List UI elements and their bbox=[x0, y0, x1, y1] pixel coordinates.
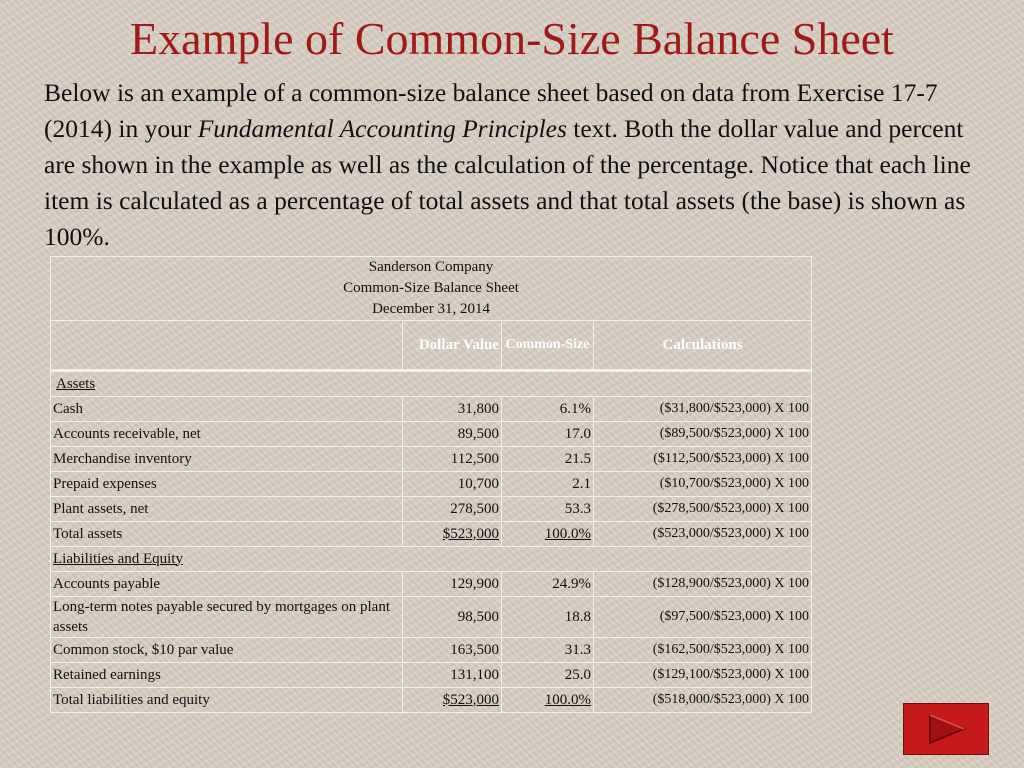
textbook-title: Fundamental Accounting Principles bbox=[197, 114, 567, 143]
common-size-cell: 31.3 bbox=[502, 638, 594, 663]
dollar-value-cell: 163,500 bbox=[403, 638, 502, 663]
table-row bbox=[51, 663, 812, 688]
next-slide-button[interactable] bbox=[903, 703, 989, 755]
liabilities-section-label: Liabilities and Equity bbox=[51, 547, 812, 572]
dollar-value-cell: $523,000 bbox=[403, 522, 502, 547]
line-item-label: Total assets bbox=[51, 522, 403, 547]
common-size-cell: 25.0 bbox=[502, 663, 594, 688]
statement-date: December 31, 2014 bbox=[372, 301, 490, 317]
table-row bbox=[51, 572, 812, 597]
common-size-cell: 17.0 bbox=[502, 422, 594, 447]
table-caption-row bbox=[51, 257, 812, 321]
line-item-label: Total liabilities and equity bbox=[51, 688, 403, 713]
table-row bbox=[51, 472, 812, 497]
calculation-cell: ($278,500/$523,000) X 100 bbox=[594, 497, 812, 522]
dollar-value-header: Dollar Value bbox=[403, 321, 502, 371]
company-name: Sanderson Company bbox=[368, 259, 494, 275]
table-row bbox=[51, 638, 812, 663]
intro-paragraph bbox=[44, 75, 984, 255]
assets-section-row bbox=[51, 371, 812, 397]
calculation-cell: ($10,700/$523,000) X 100 bbox=[594, 472, 812, 497]
dollar-value-cell: 89,500 bbox=[403, 422, 502, 447]
calculations-header: Calculations bbox=[594, 321, 812, 371]
intro-text-before: Below is an example of a common-size balance sheet based on data from Exercise 17-7 (2014) in your bbox=[44, 78, 938, 143]
dollar-value-cell: 10,700 bbox=[403, 472, 502, 497]
calculation-cell: ($128,900/$523,000) X 100 bbox=[594, 572, 812, 597]
common-size-cell: 6.1% bbox=[502, 397, 594, 422]
line-item-label: Long-term notes payable secured by mortgages on plant assets bbox=[51, 597, 403, 638]
line-item-label: Prepaid expenses bbox=[51, 472, 403, 497]
table-row bbox=[51, 422, 812, 447]
line-item-label: Cash bbox=[51, 397, 403, 422]
line-item-label: Accounts receivable, net bbox=[51, 422, 403, 447]
slide-title: Example of Common-Size Balance Sheet bbox=[130, 13, 894, 64]
dollar-value-cell: $523,000 bbox=[403, 688, 502, 713]
common-size-cell: 2.1 bbox=[502, 472, 594, 497]
play-arrow-icon bbox=[924, 712, 968, 746]
dollar-value-cell: 129,900 bbox=[403, 572, 502, 597]
assets-section-label: Assets bbox=[51, 371, 812, 397]
table-row bbox=[51, 597, 812, 638]
dollar-value-cell: 278,500 bbox=[403, 497, 502, 522]
line-item-label: Accounts payable bbox=[51, 572, 403, 597]
column-header-row bbox=[51, 321, 812, 371]
common-size-cell: 24.9% bbox=[502, 572, 594, 597]
common-size-header: Common-Size bbox=[502, 321, 594, 371]
table-row bbox=[51, 497, 812, 522]
calculation-cell: ($523,000/$523,000) X 100 bbox=[594, 522, 812, 547]
table-row bbox=[51, 447, 812, 472]
liabilities-section-row bbox=[51, 547, 812, 572]
intro-text-after: text. Both the dollar value and percent are shown in the example as well as the calculation of the percentage. Notice that each line item is calculated as a percentage of total assets and that total assets (the base) is shown as 100%. bbox=[44, 114, 971, 251]
calculation-cell: ($518,000/$523,000) X 100 bbox=[594, 688, 812, 713]
blank-header bbox=[51, 321, 403, 371]
assets-rows bbox=[51, 397, 812, 547]
line-item-label: Plant assets, net bbox=[51, 497, 403, 522]
line-item-label: Merchandise inventory bbox=[51, 447, 403, 472]
calculation-cell: ($89,500/$523,000) X 100 bbox=[594, 422, 812, 447]
common-size-cell: 18.8 bbox=[502, 597, 594, 638]
table-caption bbox=[51, 257, 812, 321]
table-row bbox=[51, 397, 812, 422]
line-item-label: Retained earnings bbox=[51, 663, 403, 688]
common-size-cell: 53.3 bbox=[502, 497, 594, 522]
calculation-cell: ($162,500/$523,000) X 100 bbox=[594, 638, 812, 663]
dollar-value-cell: 31,800 bbox=[403, 397, 502, 422]
calculation-cell: ($129,100/$523,000) X 100 bbox=[594, 663, 812, 688]
line-item-label: Common stock, $10 par value bbox=[51, 638, 403, 663]
common-size-cell: 100.0% bbox=[502, 688, 594, 713]
common-size-cell: 21.5 bbox=[502, 447, 594, 472]
statement-name: Common-Size Balance Sheet bbox=[343, 280, 519, 296]
calculation-cell: ($31,800/$523,000) X 100 bbox=[594, 397, 812, 422]
dollar-value-cell: 131,100 bbox=[403, 663, 502, 688]
liabilities-rows bbox=[51, 572, 812, 713]
total-row bbox=[51, 688, 812, 713]
calculation-cell: ($112,500/$523,000) X 100 bbox=[594, 447, 812, 472]
common-size-cell: 100.0% bbox=[502, 522, 594, 547]
total-row bbox=[51, 522, 812, 547]
calculation-cell: ($97,500/$523,000) X 100 bbox=[594, 597, 812, 638]
balance-sheet-table bbox=[50, 256, 812, 713]
dollar-value-cell: 98,500 bbox=[403, 597, 502, 638]
dollar-value-cell: 112,500 bbox=[403, 447, 502, 472]
